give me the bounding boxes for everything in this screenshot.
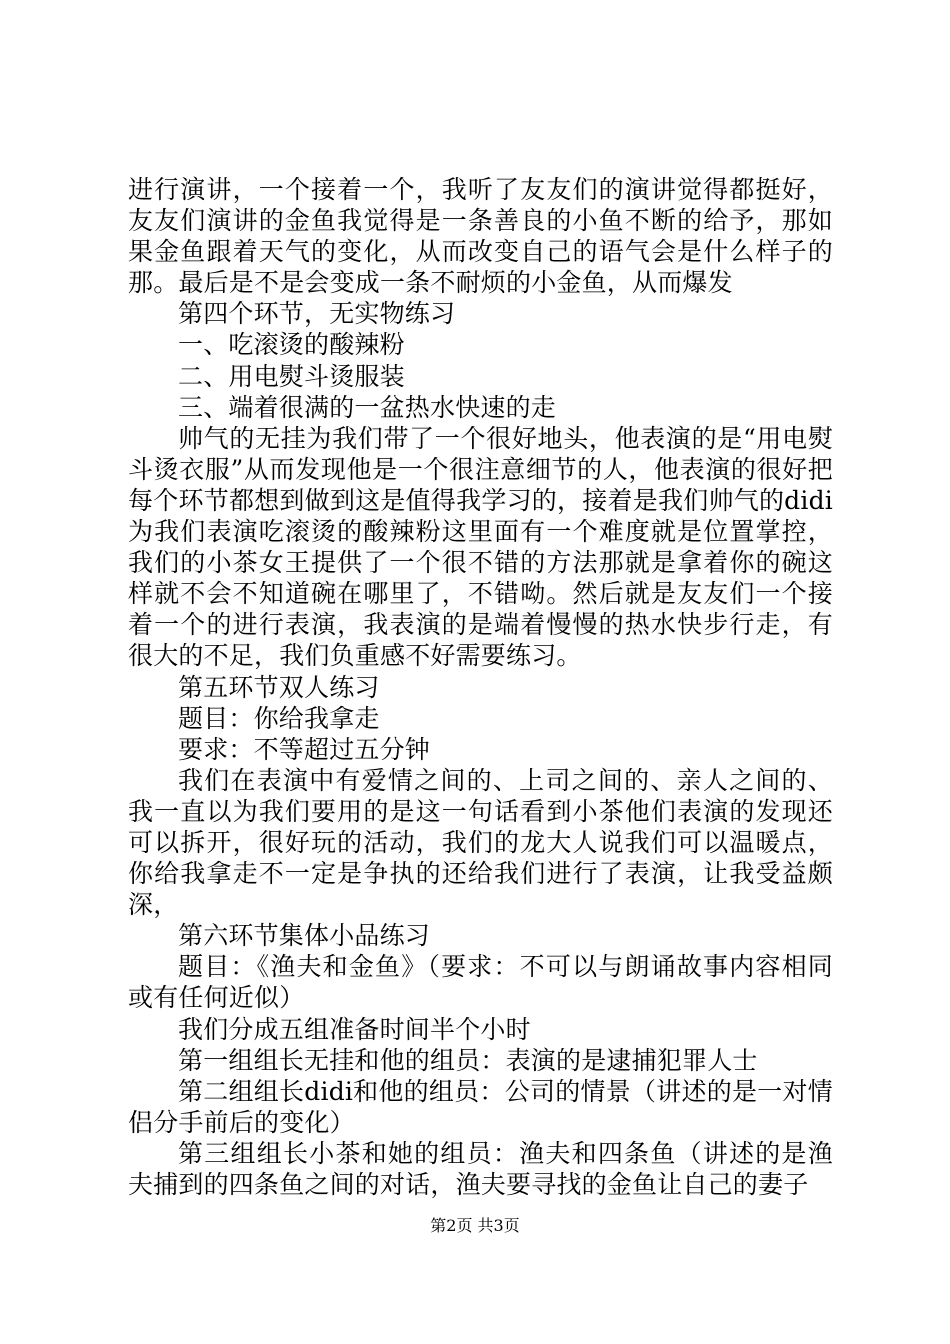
- paragraph-2: 第四个环节，无实物练习: [178, 299, 456, 329]
- paragraph-12: 题目：《渔夫和金鱼》（要求：不可以与朗诵故事内容相同或有任何近似）: [128, 952, 833, 1013]
- paragraph-9: 要求：不等超过五分钟: [178, 734, 431, 764]
- paragraph-14: 第一组组长无挂和他的组员：表演的是逮捕犯罪人士: [178, 1045, 758, 1075]
- paragraph-5: 三、端着很满的一盆热水快速的走: [178, 392, 557, 422]
- paragraph-11: 第六环节集体小品练习: [178, 921, 431, 951]
- paragraph-3: 一、吃滚烫的酸辣粉: [178, 330, 405, 360]
- paragraph-4: 二、用电熨斗烫服装: [178, 361, 405, 391]
- document-body: [128, 174, 833, 1200]
- page-footer: 第2页 共3页: [430, 1216, 520, 1235]
- paragraph-8: 题目：你给我拿走: [178, 703, 380, 733]
- paragraph-13: 我们分成五组准备时间半个小时: [178, 1014, 531, 1044]
- paragraph-15: 第二组组长didi和他的组员：公司的情景（讲述的是一对情侣分手前后的变化）: [128, 1076, 833, 1137]
- paragraph-16: 第三组组长小茶和她的组员：渔夫和四条鱼（讲述的是渔夫捕到的四条鱼之间的对话，渔夫要寻找的金鱼让自己的妻子: [128, 1138, 833, 1199]
- paragraph-6: 帅气的无挂为我们带了一个很好地头，他表演的是“用电熨斗烫衣服”从而发现他是一个很注意细节的人，他表演的很好把每个环节都想到做到这是值得我学习的，接着是我们帅气的didi为我们表演吃滚烫的酸辣粉这里面有一个难度就是位置掌控，我们的小茶女王提供了一个很不错的方法那就是拿着你的碗这样就不会不知道碗在哪里了，不错呦。然后就是友友们一个接着一个的进行表演，我表演的是端着慢慢的热水快步行走，有很大的不足，我们负重感不好需要练习。: [128, 423, 833, 671]
- paragraph-1: 进行演讲，一个接着一个，我听了友友们的演讲觉得都挺好，友友们演讲的金鱼我觉得是一条善良的小鱼不断的给予，那如果金鱼跟着天气的变化，从而改变自己的语气会是什么样子的那。最后是不是会变成一条不耐烦的小金鱼，从而爆发: [128, 175, 833, 298]
- paragraph-10: 我们在表演中有爱情之间的、上司之间的、亲人之间的、我一直以为我们要用的是这一句话看到小茶他们表演的发现还可以拆开，很好玩的活动，我们的龙大人说我们可以温暖点，你给我拿走不一定是争执的还给我们进行了表演，让我受益颇深，: [128, 765, 833, 920]
- paragraph-7: 第五环节双人练习: [178, 672, 380, 702]
